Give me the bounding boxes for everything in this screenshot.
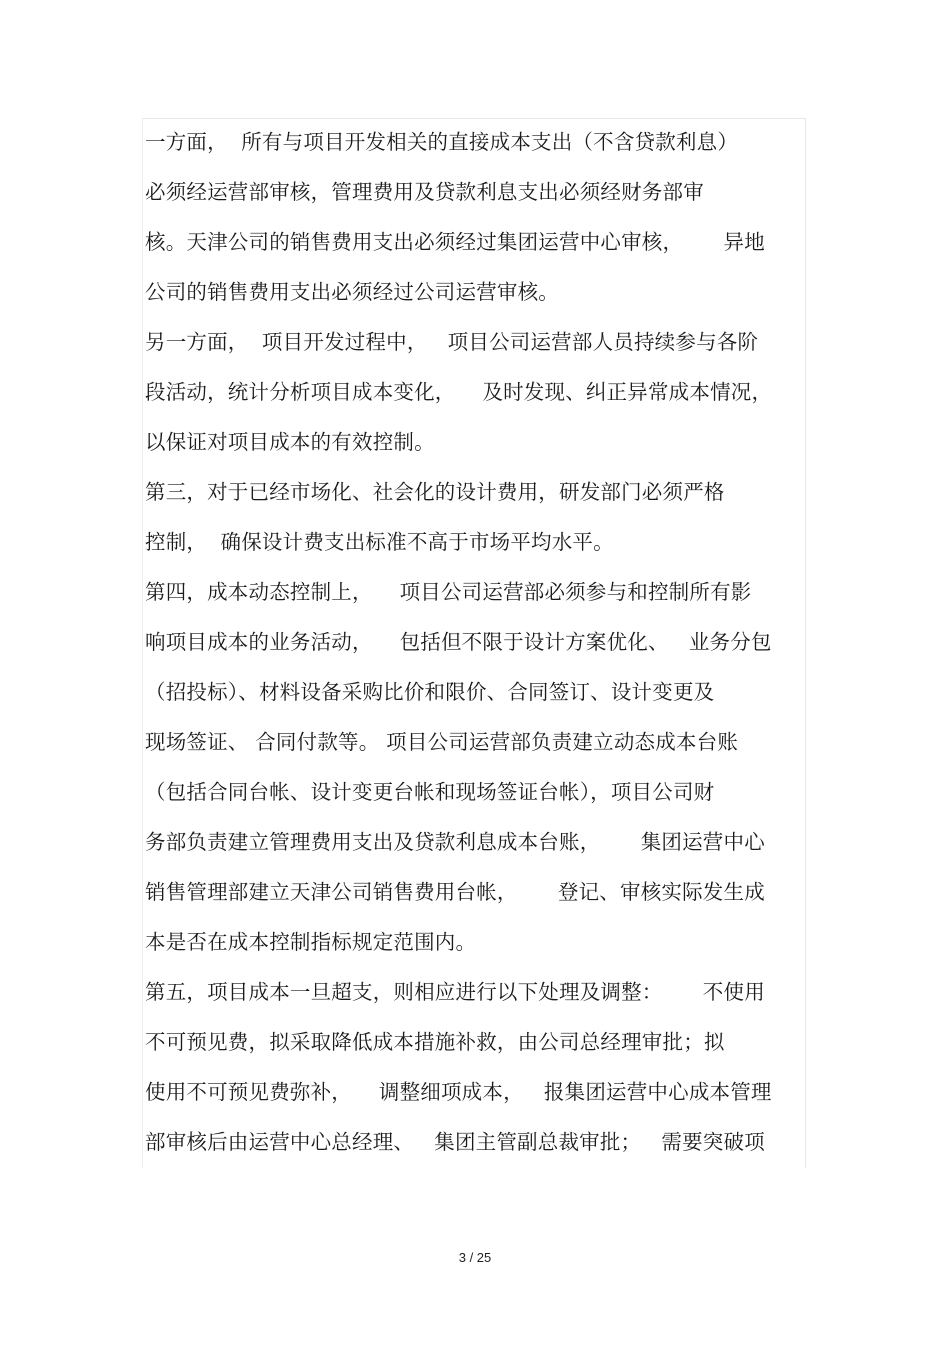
text-line: 一方面， 所有与项目开发相关的直接成本支出（不含贷款利息） [145, 130, 739, 154]
text-line: （招投标）、材料设备采购比价和限价、合同签订、设计变更及 [145, 680, 715, 704]
text-frame [142, 118, 806, 1168]
text-line: 部审核后由运营中心总经理、 集团主管副总裁审批； 需要突破项 [145, 1130, 765, 1154]
text-line: 第四，成本动态控制上， 项目公司运营部必须参与和控制所有影 [145, 580, 752, 604]
text-line: 以保证对项目成本的有效控制。 [145, 430, 435, 454]
text-line: 本是否在成本控制指标规定范围内。 [145, 930, 477, 954]
text-line: 公司的销售费用支出必须经过公司运营审核。 [145, 280, 559, 304]
text-line: 响项目成本的业务活动， 包括但不限于设计方案优化、 业务分包 [145, 630, 772, 654]
page-number: 3 / 25 [458, 1250, 492, 1265]
text-line: 段活动，统计分析项目成本变化， 及时发现、纠正异常成本情况， [145, 380, 773, 404]
text-line: 不可预见费，拟采取降低成本措施补救，由公司总经理审批；拟 [145, 1030, 725, 1054]
text-line: 必须经运营部审核，管理费用及贷款利息支出必须经财务部审 [145, 180, 704, 204]
text-line: 核。天津公司的销售费用支出必须经过集团运营中心审核， 异地 [145, 230, 765, 254]
text-line: 另一方面， 项目开发过程中， 项目公司运营部人员持续参与各阶 [145, 330, 759, 354]
text-line: 务部负责建立管理费用支出及贷款利息成本台账， 集团运营中心 [145, 830, 765, 854]
text-line: 现场签证、 合同付款等。 项目公司运营部负责建立动态成本台账 [145, 730, 739, 754]
body-text [145, 125, 805, 1168]
text-line: 第三，对于已经市场化、社会化的设计费用，研发部门必须严格 [145, 480, 725, 504]
text-line: （包括合同台帐、设计变更台帐和现场签证台帐），项目公司财 [145, 780, 715, 804]
text-line: 销售管理部建立天津公司销售费用台帐， 登记、审核实际发生成 [145, 880, 765, 904]
text-line: 使用不可预见费弥补， 调整细项成本， 报集团运营中心成本管理 [145, 1080, 772, 1104]
text-line: 控制， 确保设计费支出标准不高于市场平均水平。 [145, 530, 614, 554]
text-line: 第五，项目成本一旦超支，则相应进行以下处理及调整： 不使用 [145, 980, 765, 1004]
